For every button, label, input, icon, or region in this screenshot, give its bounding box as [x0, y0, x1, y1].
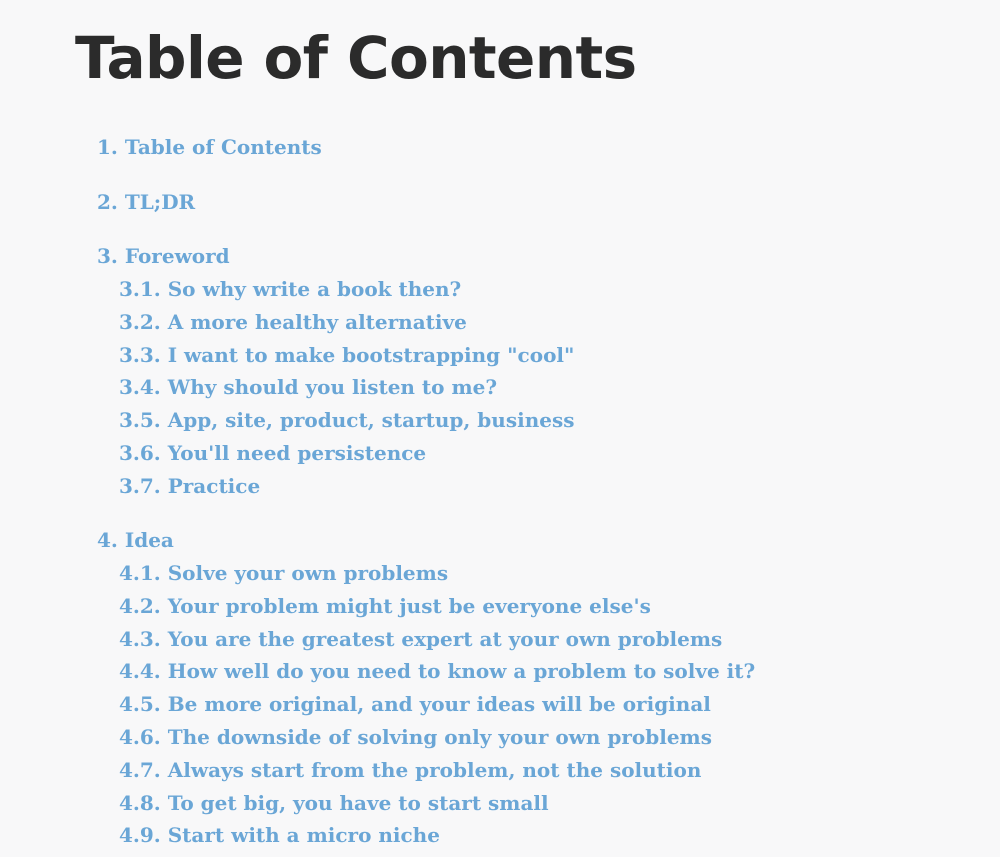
toc-link-2[interactable]: 2. TL;DR	[97, 190, 196, 214]
toc-link-4-4[interactable]: 4.4. How well do you need to know a problem to solve it?	[119, 659, 756, 683]
toc-link-3[interactable]: 3. Foreword	[97, 244, 230, 268]
toc-link-4-6[interactable]: 4.6. The downside of solving only your own problems	[119, 725, 712, 749]
toc-link-4-9[interactable]: 4.9. Start with a micro niche	[119, 823, 440, 847]
toc-link-3-6[interactable]: 3.6. You'll need persistence	[119, 441, 427, 465]
toc-link-3-2[interactable]: 3.2. A more healthy alternative	[119, 310, 467, 334]
toc-link-3-7[interactable]: 3.7. Practice	[119, 474, 261, 498]
toc-link-3-1[interactable]: 3.1. So why write a book then?	[119, 277, 462, 301]
toc-link-4-8[interactable]: 4.8. To get big, you have to start small	[119, 791, 549, 815]
toc-link-1[interactable]: 1. Table of Contents	[97, 135, 322, 159]
page-title: Table of Contents	[75, 24, 637, 92]
toc-link-4-2[interactable]: 4.2. Your problem might just be everyone else's	[119, 594, 651, 618]
toc-link-3-3[interactable]: 3.3. I want to make bootstrapping "cool"	[119, 343, 575, 367]
toc-link-4-5[interactable]: 4.5. Be more original, and your ideas will be original	[119, 692, 711, 716]
toc-link-4-3[interactable]: 4.3. You are the greatest expert at your own problems	[119, 627, 723, 651]
toc-link-3-5[interactable]: 3.5. App, site, product, startup, business	[119, 408, 575, 432]
toc-link-4[interactable]: 4. Idea	[97, 528, 174, 552]
toc-link-3-4[interactable]: 3.4. Why should you listen to me?	[119, 375, 498, 399]
toc-link-4-7[interactable]: 4.7. Always start from the problem, not the solution	[119, 758, 702, 782]
toc-link-4-1[interactable]: 4.1. Solve your own problems	[119, 561, 449, 585]
